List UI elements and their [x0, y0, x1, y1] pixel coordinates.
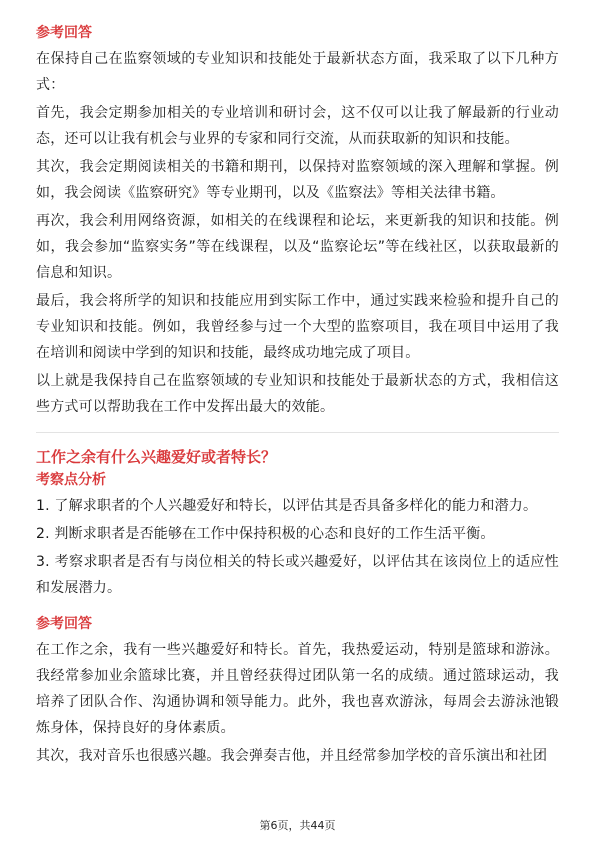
- answer-paragraph: 在工作之余，我有一些兴趣爱好和特长。首先，我热爱运动，特别是篮球和游泳。我经常参加业余篮球比赛，并且曾经获得过团队第一名的成绩。通过篮球运动，我培养了团队合作、沟通协调和领导能力。此外，我也喜欢游泳，每周会去游泳池锻炼身体，保持良好的身体素质。: [36, 642, 559, 736]
- question-title: 工作之余有什么兴趣爱好或者特长？: [36, 448, 277, 466]
- analysis-item: 3. 考察求职者是否有与岗位相关的特长或兴趣爱好，以评估其在该岗位上的适应性和发展潜力。: [36, 554, 559, 596]
- reference-answer-heading: 参考回答: [36, 616, 92, 632]
- answer-paragraph: 首先，我会定期参加相关的专业培训和研讨会，这不仅可以让我了解最新的行业动态，还可以让我有机会与业界的专家和同行交流，从而获取新的知识和技能。: [36, 105, 559, 147]
- analysis-item: 1. 了解求职者的个人兴趣爱好和特长，以评估其是否具备多样化的能力和潜力。: [36, 498, 538, 514]
- answer-paragraph: 在保持自己在监察领域的专业知识和技能处于最新状态方面，我采取了以下几种方式：: [36, 51, 559, 93]
- answer-paragraph: 其次，我对音乐也很感兴趣。我会弹奏吉他，并且经常参加学校的音乐演出和社团: [36, 748, 548, 764]
- analysis-item: 2. 判断求职者是否能够在工作中保持积极的心态和良好的工作生活平衡。: [36, 526, 495, 542]
- page-number: 第6页，共44页: [259, 819, 336, 832]
- section-reference-answer-1: [36, 22, 559, 420]
- answer-paragraph: 其次，我会定期阅读相关的书籍和期刊，以保持对监察领域的深入理解和掌握。例如，我会阅读《监察研究》等专业期刊，以及《监察法》等相关法律书籍。: [36, 159, 559, 201]
- answer-paragraph: 最后，我会将所学的知识和技能应用到实际工作中，通过实践来检验和提升自己的专业知识和技能。例如，我曾经参与过一个大型的监察项目，我在项目中运用了我在培训和阅读中学到的知识和技能，最终成功地完成了项目。: [36, 293, 559, 361]
- section-question-hobbies: [36, 445, 559, 769]
- analysis-heading: 考察点分析: [36, 472, 106, 488]
- answer-paragraph: 再次，我会利用网络资源，如相关的在线课程和论坛，来更新我的知识和技能。例如，我会参加“监察实务”等在线课程，以及“监察论坛”等在线社区，以获取最新的信息和知识。: [36, 213, 559, 281]
- answer-paragraph: 以上就是我保持自己在监察领域的专业知识和技能处于最新状态的方式，我相信这些方式可以帮助我在工作中发挥出最大的效能。: [36, 373, 559, 415]
- document-page: [36, 22, 559, 769]
- reference-answer-heading: 参考回答: [36, 25, 92, 41]
- section-divider: [36, 432, 559, 433]
